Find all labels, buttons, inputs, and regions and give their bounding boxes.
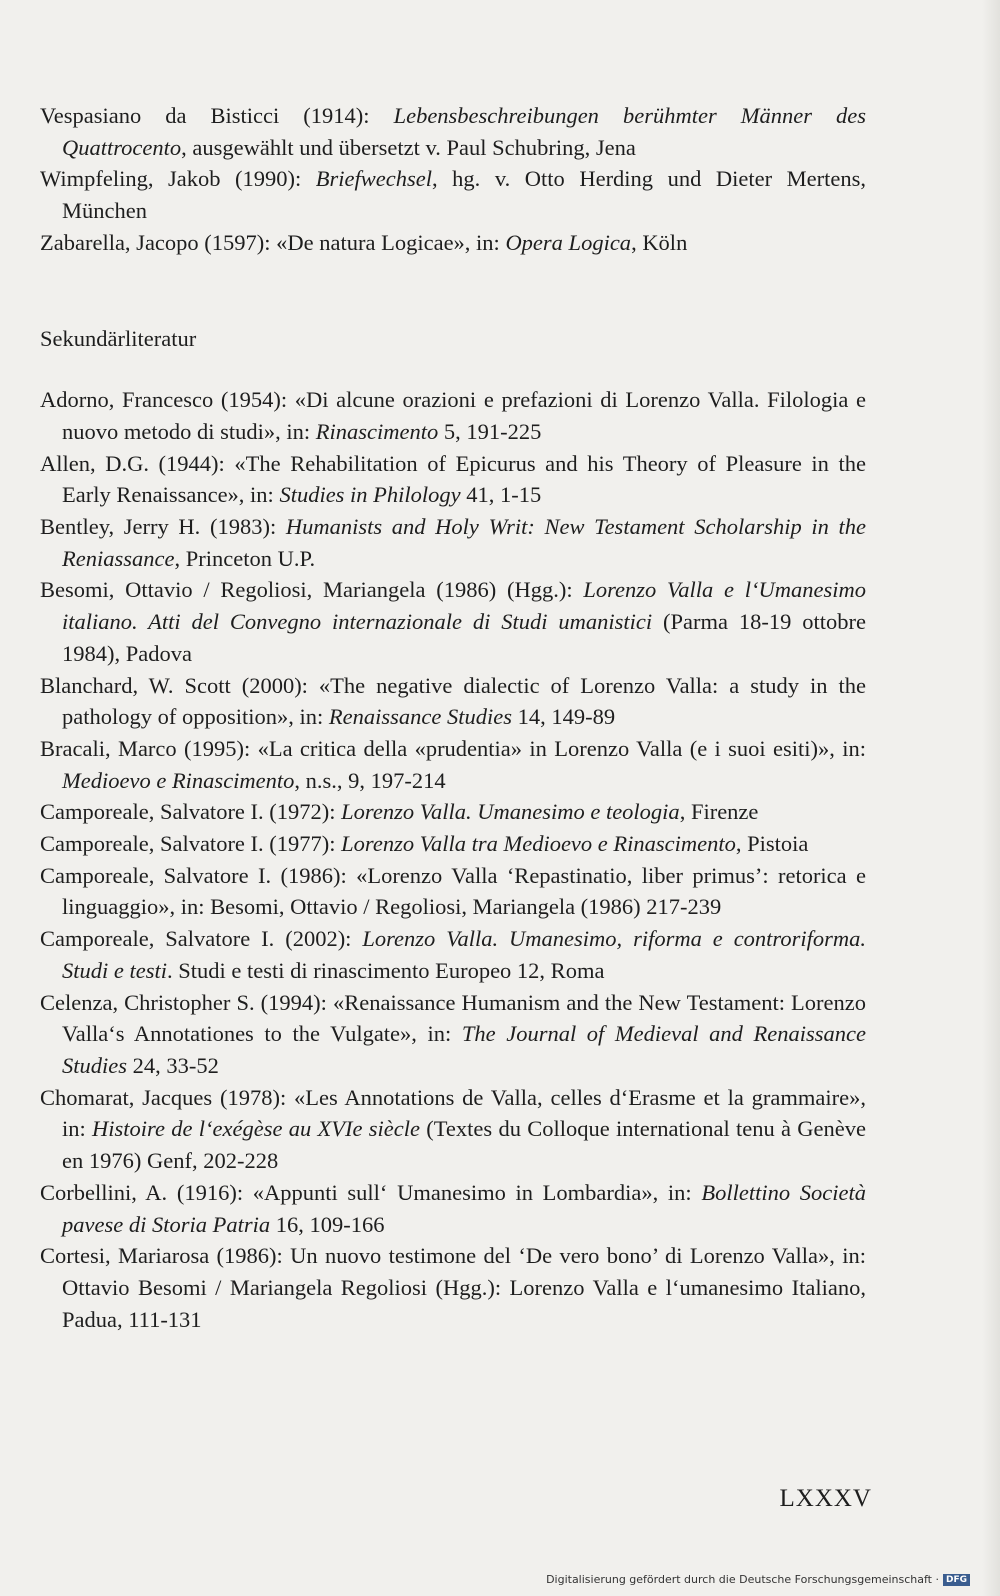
entry-text: (Parma 18-19 ottobre 1984), Padova: [62, 609, 866, 666]
bibliography-entry: [40, 987, 866, 1082]
entry-title-italic: Histoire de l‘exégèse au XVIe siècle: [92, 1116, 420, 1142]
credit-text: Digitalisierung gefördert durch die Deutsche Forschungsgemeinschaft ·: [546, 1573, 939, 1586]
bibliography-entry: [40, 511, 866, 574]
entry-text: 41, 1-15: [460, 482, 542, 508]
digitization-credit: [546, 1573, 970, 1586]
bibliography-entry: [40, 227, 866, 259]
page-number: LXXXV: [779, 1485, 872, 1512]
bibliography-content: [40, 100, 866, 1335]
bibliography-entry: [40, 163, 866, 226]
entry-text: Allen, D.G. (1944): «The Rehabilitation of Epicurus and his Theory of Pleasure in the Early Renaissance», in:: [40, 450, 866, 508]
entry-text: Besomi, Ottavio / Regoliosi, Mariangela (1986) (Hgg.):: [40, 577, 584, 603]
entry-text: Blanchard, W. Scott (2000): «The negative dialectic of Lorenzo Valla: a study in the pathology of opposition», in:: [40, 672, 866, 730]
bibliography-entry: [40, 828, 866, 860]
entry-title-italic: Rinascimento: [315, 418, 439, 444]
entry-text: Adorno, Francesco (1954): «Di alcune orazioni e prefazioni di Lorenzo Valla. Filologia e nuovo metodo di studi», in:: [40, 387, 866, 444]
entry-title-italic: Lorenzo Valla. Umanesimo, riforma e controriforma. Studi e testi: [62, 926, 866, 983]
bibliography-entry: [40, 733, 866, 796]
entry-title-italic: Humanists and Holy Writ: New Testament Scholarship in the Reniassance: [62, 514, 866, 571]
entry-text: Camporeale, Salvatore I. (1977):: [40, 831, 342, 857]
entry-text: , Köln: [631, 229, 688, 255]
bibliography-entry: [40, 796, 866, 828]
entry-text: 5, 191-225: [438, 418, 542, 444]
entry-text: Cortesi, Mariarosa (1986): Un nuovo testimone del ‘De vero bono’ di Lorenzo Valla», in: Ottavio Besomi / Mariangela Regoliosi (Hgg.): Lorenzo Valla e l‘umanesimo Italiano, Padua, 111-131: [40, 1243, 866, 1332]
entry-text: 14, 149-89: [511, 704, 616, 730]
primary-sources-list: [40, 100, 866, 259]
entry-text: (Textes du Colloque international tenu à Genève en 1976) Genf, 202-228: [62, 1116, 866, 1174]
entry-title-italic: Renaissance Studies: [328, 704, 512, 730]
dfg-logo: DFG: [943, 1574, 970, 1586]
entry-title-italic: Lebensbeschreibungen berühmter Männer des Quattrocento: [62, 103, 866, 160]
entry-text: Chomarat, Jacques (1978): «Les Annotations de Valla, celles d‘Erasme et la grammaire», in:: [40, 1084, 866, 1142]
entry-text: , Firenze: [679, 799, 759, 825]
entry-text: Celenza, Christopher S. (1994): «Renaissance Humanism and the New Testament: Lorenzo Valla‘s Annotationes to the Vulgate», in:: [40, 989, 866, 1047]
entry-title-italic: Briefwechsel: [315, 166, 433, 192]
bibliography-entry: [40, 1177, 866, 1240]
bibliography-entry: [40, 1240, 866, 1335]
entry-title-italic: The Journal of Medieval and Renaissance Studies: [62, 1021, 866, 1078]
bibliography-entry: [40, 1082, 866, 1177]
entry-title-italic: Studies in Philology: [279, 482, 461, 508]
entry-text: Vespasiano da Bisticci (1914):: [40, 103, 394, 128]
entry-text: 16, 109-166: [270, 1211, 385, 1237]
bibliography-entry: [40, 923, 866, 986]
secondary-literature-list: [40, 384, 866, 1335]
entry-text: Bracali, Marco (1995): «La critica della «prudentia» in Lorenzo Valla (e i suoi esiti)», in:: [40, 735, 866, 761]
entry-text: , n.s., 9, 197-214: [294, 767, 446, 793]
entry-text: Zabarella, Jacopo (1597): «De natura Logicae», in:: [40, 229, 506, 255]
entry-text: Bentley, Jerry H. (1983):: [40, 514, 286, 540]
section-heading: Sekundärliteratur: [40, 325, 197, 351]
bibliography-entry: [40, 860, 866, 923]
entry-text: Camporeale, Salvatore I. (1972):: [40, 799, 342, 825]
entry-title-italic: Medioevo e Rinascimento: [62, 767, 295, 793]
entry-text: Camporeale, Salvatore I. (1986): «Lorenzo Valla ‘Repastinatio, liber primus’: retorica e linguaggio», in: Besomi, Ottavio / Regoliosi, Mariangela (1986) 217-239: [40, 862, 866, 920]
entry-title-italic: Lorenzo Valla e l‘Umanesimo italiano. Atti del Convegno internazionale di Studi umanistici: [62, 577, 866, 635]
bibliography-entry: [40, 670, 866, 733]
page-edge-shadow: [982, 0, 1000, 1596]
bibliography-entry: [40, 384, 866, 447]
entry-text: . Studi e testi di rinascimento Europeo 12, Roma: [167, 957, 605, 983]
entry-text: , hg. v. Otto Herding und Dieter Mertens, München: [62, 166, 866, 224]
bibliography-entry: [40, 574, 866, 669]
entry-text: 24, 33-52: [127, 1052, 219, 1078]
entry-title-italic: Opera Logica: [505, 229, 632, 255]
entry-title-italic: Lorenzo Valla. Umanesimo e teologia: [341, 799, 680, 825]
entry-text: Camporeale, Salvatore I. (2002):: [40, 926, 363, 952]
entry-text: , Princeton U.P.: [174, 545, 316, 571]
entry-text: , ausgewählt und übersetzt v. Paul Schubring, Jena: [181, 134, 636, 160]
entry-title-italic: Lorenzo Valla tra Medioevo e Rinascimento: [341, 831, 736, 857]
bibliography-entry: [40, 100, 866, 163]
entry-text: , Pistoia: [735, 831, 809, 857]
bibliography-entry: [40, 448, 866, 511]
entry-title-italic: Bollettino Società pavese di Storia Patria: [62, 1179, 866, 1237]
entry-text: Wimpfeling, Jakob (1990):: [40, 166, 316, 192]
entry-text: Corbellini, A. (1916): «Appunti sull‘ Umanesimo in Lombardia», in:: [40, 1179, 702, 1205]
